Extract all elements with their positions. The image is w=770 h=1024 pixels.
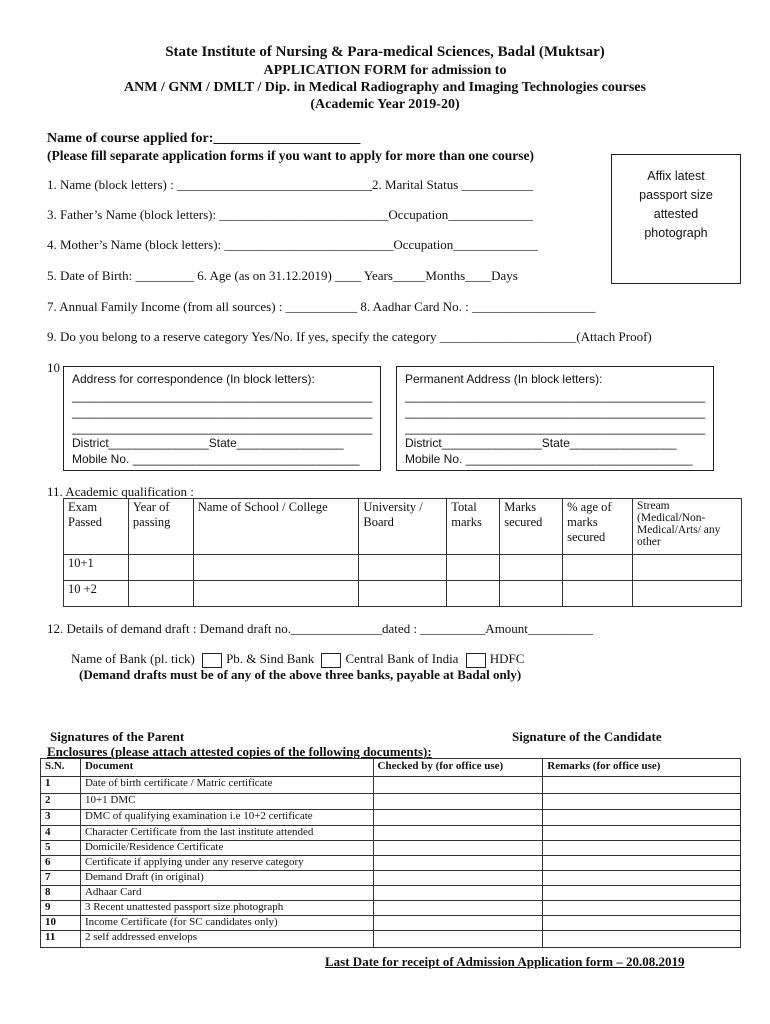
table-row[interactable] — [41, 810, 741, 826]
cell[interactable] — [359, 581, 447, 607]
cell[interactable] — [359, 555, 447, 581]
table-row[interactable] — [64, 581, 742, 607]
col-total: Total marks — [447, 499, 500, 555]
course-note: (Please fill separate application forms if you want to apply for more than one course) — [47, 148, 534, 163]
cell[interactable] — [193, 555, 359, 581]
address-line[interactable]: _____________________________________________ — [405, 421, 706, 435]
remarks-cell[interactable] — [543, 810, 741, 826]
income-aadhar-field[interactable]: 7. Annual Family Income (from all sources) : ___________ 8. Aadhar Card No. : ___________________ — [47, 299, 596, 314]
document-cell: Certificate if applying under any reserve category — [80, 856, 373, 871]
remarks-cell[interactable] — [543, 901, 741, 916]
col-percent: % age of marks secured — [563, 499, 633, 555]
parent-signature[interactable]: Signatures of the Parent — [50, 729, 185, 744]
father-name-field[interactable]: 3. Father’s Name (block letters): __________________________Occupation_____________ — [47, 207, 533, 222]
draft-note: (Demand drafts must be of any of the above three banks, payable at Badal only) — [79, 667, 522, 682]
institute-title: State Institute of Nursing & Para-medical Sciences, Badal (Muktsar) — [165, 44, 605, 60]
address-line[interactable]: _____________________________________________ — [72, 421, 373, 435]
cell[interactable] — [500, 581, 563, 607]
address-line[interactable]: _____________________________________________ — [72, 389, 373, 403]
course-applied-label[interactable]: Name of course applied for:_____________________ — [47, 131, 361, 146]
permanent-address-box[interactable] — [396, 366, 714, 471]
sn-cell: 11 — [41, 931, 81, 948]
table-row[interactable] — [41, 826, 741, 841]
table-row[interactable] — [41, 794, 741, 810]
document-cell: Domicile/Residence Certificate — [80, 841, 373, 856]
remarks-cell[interactable] — [543, 931, 741, 948]
demand-draft-field[interactable]: 12. Details of demand draft : Demand draft no.______________dated : __________Amount__________ — [47, 621, 593, 636]
academic-title: 11. Academic qualification : — [47, 484, 194, 499]
address-line[interactable]: _____________________________________________ — [72, 405, 373, 419]
exam-cell: 10 +2 — [64, 581, 129, 607]
sn-cell: 4 — [41, 826, 81, 841]
reserve-category-field[interactable]: 9. Do you belong to a reserve category Yes/No. If yes, specify the category _____________________(Attach Proof) — [47, 329, 652, 344]
table-row[interactable] — [41, 856, 741, 871]
table-row[interactable] — [41, 916, 741, 931]
document-cell: 10+1 DMC — [80, 794, 373, 810]
mobile-line[interactable]: Mobile No. __________________________________ — [72, 452, 360, 466]
checked-by-cell[interactable] — [373, 826, 543, 841]
bank-checkbox-pb-sind[interactable] — [202, 653, 222, 668]
name-marital-field[interactable]: 1. Name (block letters) : ______________________________2. Marital Status ___________ — [47, 177, 534, 192]
bank-checkbox-hdfc[interactable] — [466, 653, 486, 668]
checked-by-cell[interactable] — [373, 777, 543, 794]
checked-by-cell[interactable] — [373, 856, 543, 871]
checked-by-cell[interactable] — [373, 886, 543, 901]
remarks-cell[interactable] — [543, 916, 741, 931]
document-cell: Demand Draft (in original) — [80, 871, 373, 886]
dob-age-field[interactable]: 5. Date of Birth: _________ 6. Age (as on 31.12.2019) ____ Years_____Months____Days — [47, 268, 518, 283]
mother-name-field[interactable]: 4. Mother’s Name (block letters): __________________________Occupation_____________ — [47, 237, 538, 252]
table-row[interactable] — [41, 841, 741, 856]
table-row[interactable] — [41, 886, 741, 901]
checked-by-cell[interactable] — [373, 931, 543, 948]
enclosures-table — [40, 758, 741, 948]
col-school: Name of School / College — [193, 499, 359, 555]
enclosures-header-row — [41, 759, 741, 777]
bank-checkbox-central[interactable] — [321, 653, 341, 668]
cell[interactable] — [633, 555, 742, 581]
col-document: Document — [80, 759, 373, 777]
sn-cell: 2 — [41, 794, 81, 810]
col-sn: S.N. — [41, 759, 81, 777]
sn-cell: 7 — [41, 871, 81, 886]
mobile-line[interactable]: Mobile No. __________________________________ — [405, 452, 693, 466]
cell[interactable] — [128, 581, 193, 607]
remarks-cell[interactable] — [543, 794, 741, 810]
col-stream: Stream (Medical/Non-Medical/Arts/ any other — [633, 499, 742, 555]
document-cell: Adhaar Card — [80, 886, 373, 901]
checked-by-cell[interactable] — [373, 871, 543, 886]
academic-table — [63, 498, 742, 607]
cell[interactable] — [633, 581, 742, 607]
checked-by-cell[interactable] — [373, 810, 543, 826]
remarks-cell[interactable] — [543, 871, 741, 886]
cell[interactable] — [563, 555, 633, 581]
checked-by-cell[interactable] — [373, 794, 543, 810]
checked-by-cell[interactable] — [373, 841, 543, 856]
photo-instructions: Affix latest passport size attested photograph — [639, 169, 713, 240]
remarks-cell[interactable] — [543, 777, 741, 794]
form-title: APPLICATION FORM for admission to — [263, 63, 507, 78]
remarks-cell[interactable] — [543, 886, 741, 901]
document-cell: DMC of qualifying examination i.e 10+2 certificate — [80, 810, 373, 826]
col-year: Year of passing — [128, 499, 193, 555]
bank-selection — [71, 651, 524, 668]
permanent-address-title: Permanent Address (In block letters): — [405, 372, 603, 386]
district-state-line[interactable]: District_______________State________________ — [405, 436, 677, 450]
correspondence-address-title: Address for correspondence (In block letters): — [72, 372, 315, 386]
bank-option-label: Central Bank of India — [345, 651, 459, 666]
courses-title: ANM / GNM / DMLT / Dip. in Medical Radiography and Imaging Technologies courses — [124, 80, 646, 95]
cell[interactable] — [447, 555, 500, 581]
document-cell: Date of birth certificate / Matric certificate — [80, 777, 373, 794]
correspondence-address-box[interactable] — [63, 366, 381, 471]
cell[interactable] — [447, 581, 500, 607]
last-date: Last Date for receipt of Admission Application form – 20.08.2019 — [325, 954, 685, 969]
cell[interactable] — [128, 555, 193, 581]
address-line[interactable]: _____________________________________________ — [405, 389, 706, 403]
academic-year: (Academic Year 2019-20) — [310, 97, 460, 112]
sn-cell: 6 — [41, 856, 81, 871]
cell[interactable] — [563, 581, 633, 607]
col-remarks: Remarks (for office use) — [543, 759, 741, 777]
bank-option-label: HDFC — [489, 651, 525, 666]
sn-cell: 10 — [41, 916, 81, 931]
col-university: University / Board — [359, 499, 447, 555]
document-cell: Income Certificate (for SC candidates only) — [80, 916, 373, 931]
col-checked-by: Checked by (for office use) — [373, 759, 543, 777]
address-line[interactable]: _____________________________________________ — [405, 405, 706, 419]
table-row[interactable] — [41, 901, 741, 916]
remarks-cell[interactable] — [543, 826, 741, 841]
table-row[interactable] — [64, 555, 742, 581]
remarks-cell[interactable] — [543, 856, 741, 871]
table-row[interactable] — [41, 777, 741, 794]
bank-option-label: Pb. & Sind Bank — [226, 651, 315, 666]
sn-cell: 8 — [41, 886, 81, 901]
sn-cell: 3 — [41, 810, 81, 826]
table-row[interactable] — [41, 871, 741, 886]
col-exam: Exam Passed — [64, 499, 129, 555]
document-cell: 2 self addressed envelops — [80, 931, 373, 948]
district-state-line[interactable]: District_______________State________________ — [72, 436, 344, 450]
item-10-label: 10 — [47, 360, 60, 375]
academic-header-row — [64, 499, 742, 555]
exam-cell: 10+1 — [64, 555, 129, 581]
sn-cell: 5 — [41, 841, 81, 856]
cell[interactable] — [500, 555, 563, 581]
col-secured: Marks secured — [500, 499, 563, 555]
document-cell: Character Certificate from the last institute attended — [80, 826, 373, 841]
sn-cell: 9 — [41, 901, 81, 916]
enclosures-title: Enclosures (please attach attested copies of the following documents): — [47, 744, 432, 759]
checked-by-cell[interactable] — [373, 901, 543, 916]
remarks-cell[interactable] — [543, 841, 741, 856]
bank-label: Name of Bank (pl. tick) — [71, 651, 195, 666]
sn-cell: 1 — [41, 777, 81, 794]
table-row[interactable] — [41, 931, 741, 948]
document-cell: 3 Recent unattested passport size photograph — [80, 901, 373, 916]
candidate-signature[interactable]: Signature of the Candidate — [512, 729, 662, 744]
photo-box[interactable] — [611, 154, 741, 284]
checked-by-cell[interactable] — [373, 916, 543, 931]
cell[interactable] — [193, 581, 359, 607]
